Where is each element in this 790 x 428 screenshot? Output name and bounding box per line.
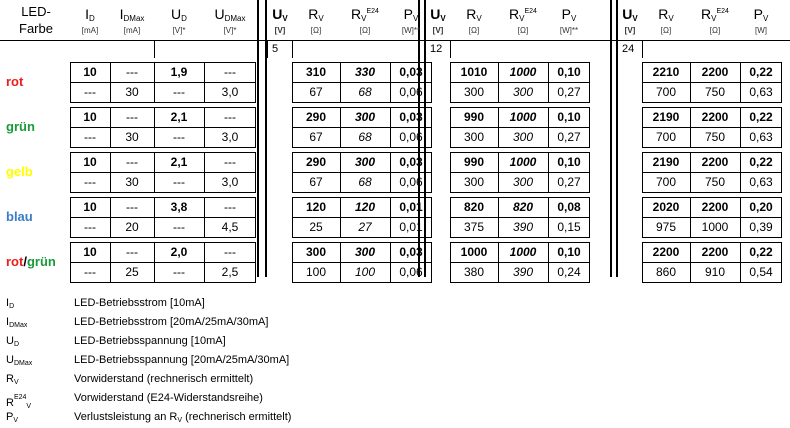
header-rv-2: $R_V$: [658, 6, 674, 23]
cell-value: 0,10: [557, 110, 581, 124]
cell-value: 0,27: [557, 85, 581, 99]
cell-value: 120: [305, 200, 327, 214]
row-divider: [450, 172, 590, 173]
cell-value: 0,63: [749, 175, 773, 189]
cell-value: 0,10: [557, 155, 581, 169]
header-rv-unit-2: [Ω]: [660, 26, 672, 35]
header-rule-v: [154, 40, 155, 58]
row-divider: [642, 82, 782, 83]
row-divider: [642, 217, 782, 218]
cell-value: 0,10: [557, 65, 581, 79]
legend-symbol: RV: [6, 373, 19, 386]
legend-text: LED-Betriebsspannung [20mA/25mA/30mA]: [74, 354, 290, 366]
cell-value: 2,1: [170, 110, 188, 124]
color-label: rot: [6, 74, 24, 89]
cell-value: 27: [358, 220, 372, 234]
row-divider: [642, 262, 782, 263]
header-udmax-unit: [V]*: [223, 26, 237, 35]
cell-value: 1000: [509, 155, 537, 169]
cell-value: ---: [84, 265, 96, 279]
cell-value: 0,22: [749, 110, 773, 124]
cell-value: ---: [84, 220, 96, 234]
cell-value: 0,20: [749, 200, 773, 214]
cell-value: ---: [224, 110, 236, 124]
cell-value: 290: [305, 155, 327, 169]
cell-value: 0,01: [399, 220, 423, 234]
legend-text: LED-Betriebsstrom [20mA/25mA/30mA]: [74, 316, 269, 328]
row-divider: [642, 127, 782, 128]
cell-value: 2210: [652, 65, 680, 79]
cell-value: 0,06: [399, 265, 423, 279]
header-rv-unit-0: [Ω]: [310, 26, 322, 35]
header-rve24-1: $R_V^{E24}$: [509, 6, 537, 23]
cell-value: 2020: [652, 200, 680, 214]
cell-value: 2,1: [170, 155, 188, 169]
cell-value: 0,06: [399, 85, 423, 99]
row-divider: [292, 127, 432, 128]
cell-value: 750: [704, 85, 726, 99]
header-pv-1: $P_V$: [561, 6, 577, 23]
header-rv-1: $R_V$: [466, 6, 482, 23]
legend-text: Verlustsleistung an RV (rechnerisch ermittelt): [74, 411, 292, 424]
cell-value: 10: [83, 65, 97, 79]
cell-value: 1000: [509, 110, 537, 124]
cell-value: 0,22: [749, 65, 773, 79]
cell-value: ---: [173, 85, 185, 99]
cell-value: 390: [512, 265, 534, 279]
cell-value: 30: [125, 130, 139, 144]
cell-value: ---: [126, 155, 138, 169]
cell-value: 1000: [509, 65, 537, 79]
cell-value: ---: [224, 200, 236, 214]
header-uv-unit-2: [V]: [624, 26, 636, 35]
cell-value: 0,63: [749, 130, 773, 144]
header-rve24-0: $R_V^{E24}$: [351, 6, 379, 23]
cell-value: 390: [512, 220, 534, 234]
cell-value: 67: [309, 85, 323, 99]
cell-value: 4,5: [221, 220, 239, 234]
cell-value: 700: [655, 130, 677, 144]
cell-value: 380: [463, 265, 485, 279]
cell-value: ---: [173, 130, 185, 144]
cell-value: 68: [358, 175, 372, 189]
led-farbe-label-2: Farbe: [19, 21, 53, 36]
cell-value: ---: [126, 65, 138, 79]
row-divider: [450, 82, 590, 83]
cell-value: 1010: [460, 65, 488, 79]
color-label: rot/grün: [6, 254, 56, 269]
cell-value: 67: [309, 175, 323, 189]
cell-value: 2200: [701, 155, 729, 169]
color-label: gelb: [6, 164, 33, 179]
row-divider: [292, 82, 432, 83]
cell-value: 0,39: [749, 220, 773, 234]
cell-value: ---: [173, 175, 185, 189]
cell-value: 10: [83, 245, 97, 259]
header-udmax: $U_{DMax}$: [214, 6, 246, 23]
header-uv-1: $U_V$: [430, 6, 446, 23]
cell-value: 330: [354, 65, 376, 79]
cell-value: 820: [512, 200, 534, 214]
supply-voltage-2: 24: [622, 43, 635, 55]
cell-value: 1000: [509, 245, 537, 259]
cell-value: 300: [463, 130, 485, 144]
cell-value: 3,0: [221, 85, 239, 99]
cell-value: 975: [655, 220, 677, 234]
cell-value: 2,0: [170, 245, 188, 259]
cell-value: 67: [309, 130, 323, 144]
row-divider: [450, 217, 590, 218]
cell-value: 290: [305, 110, 327, 124]
cell-value: 0,27: [557, 175, 581, 189]
cell-value: 700: [655, 175, 677, 189]
cell-value: 0,03: [399, 65, 423, 79]
cell-value: ---: [173, 220, 185, 234]
cell-value: ---: [84, 85, 96, 99]
cell-value: ---: [84, 175, 96, 189]
cell-value: 820: [463, 200, 485, 214]
legend-text: Vorwiderstand (rechnerisch ermittelt): [74, 373, 254, 385]
cell-value: 700: [655, 85, 677, 99]
row-divider: [70, 217, 256, 218]
cell-value: 2200: [652, 245, 680, 259]
cell-value: 2200: [701, 245, 729, 259]
row-divider: [292, 217, 432, 218]
header-rve24-2: $R_V^{E24}$: [701, 6, 729, 23]
cell-value: ---: [173, 265, 185, 279]
cell-value: 300: [463, 85, 485, 99]
cell-value: 0,06: [399, 130, 423, 144]
header-id: $I_D$: [85, 6, 95, 23]
cell-value: 0,03: [399, 245, 423, 259]
header-pv-2: $P_V$: [753, 6, 769, 23]
cell-value: 0,15: [557, 220, 581, 234]
header-rule: [0, 40, 790, 41]
cell-value: 0,08: [557, 200, 581, 214]
cell-value: 0,27: [557, 130, 581, 144]
voltage-box-0: [267, 40, 293, 58]
cell-value: 2,5: [221, 265, 239, 279]
supply-voltage-1: 12: [430, 43, 443, 55]
cell-value: 300: [463, 175, 485, 189]
color-label: blau: [6, 209, 33, 224]
cell-value: 2190: [652, 110, 680, 124]
cell-value: 0,10: [557, 245, 581, 259]
cell-value: ---: [126, 200, 138, 214]
cell-value: 3,0: [221, 130, 239, 144]
color-label: grün: [6, 119, 35, 134]
cell-value: 10: [83, 155, 97, 169]
legend-symbol: ID: [6, 297, 15, 310]
cell-value: 3,8: [170, 200, 188, 214]
cell-value: 68: [358, 85, 372, 99]
cell-value: 0,01: [399, 200, 423, 214]
cell-value: 750: [704, 130, 726, 144]
cell-value: 2200: [701, 200, 729, 214]
header-rve24-unit-2: [Ω]: [709, 26, 721, 35]
cell-value: 1,9: [170, 65, 188, 79]
cell-value: 0,24: [557, 265, 581, 279]
cell-value: 0,03: [399, 155, 423, 169]
legend-text: LED-Betriebsspannung [10mA]: [74, 335, 226, 347]
cell-value: 0,22: [749, 155, 773, 169]
header-rv-unit-1: [Ω]: [468, 26, 480, 35]
header-uv-unit-1: [V]: [432, 26, 444, 35]
supply-voltage-0: 5: [272, 43, 279, 55]
legend-symbol: $R^{E24}V$: [6, 394, 32, 410]
cell-value: 10: [83, 200, 97, 214]
section-divider: [610, 0, 612, 277]
cell-value: 300: [354, 110, 376, 124]
legend-symbol: UDMax: [6, 354, 33, 367]
cell-value: 68: [358, 130, 372, 144]
header-ud: $U_D$: [171, 6, 187, 23]
cell-value: 310: [305, 65, 327, 79]
header-uv-2: $U_V$: [622, 6, 638, 23]
cell-value: 2190: [652, 155, 680, 169]
legend-symbol: UD: [6, 335, 20, 348]
header-rve24-unit-0: [Ω]: [359, 26, 371, 35]
legend-text: Vorwiderstand (E24-Widerstandsreihe): [74, 392, 263, 404]
header-ud-unit: [V]*: [172, 26, 186, 35]
row-divider: [450, 262, 590, 263]
section-divider: [257, 0, 259, 277]
cell-value: 910: [704, 265, 726, 279]
cell-value: 2200: [701, 65, 729, 79]
cell-value: ---: [126, 245, 138, 259]
legend-symbol: IDMax: [6, 316, 28, 329]
cell-value: 300: [305, 245, 327, 259]
row-divider: [292, 172, 432, 173]
row-divider: [70, 172, 256, 173]
voltage-box-1: [425, 40, 451, 58]
cell-value: ---: [224, 245, 236, 259]
cell-value: 100: [305, 265, 327, 279]
cell-value: 300: [354, 245, 376, 259]
cell-value: 1000: [701, 220, 729, 234]
cell-value: 990: [463, 110, 485, 124]
cell-value: 990: [463, 155, 485, 169]
cell-value: 25: [125, 265, 139, 279]
cell-value: ---: [224, 65, 236, 79]
cell-value: ---: [84, 130, 96, 144]
cell-value: 100: [354, 265, 376, 279]
cell-value: 3,0: [221, 175, 239, 189]
cell-value: 1000: [460, 245, 488, 259]
cell-value: 300: [512, 175, 534, 189]
header-idmax: $I_{DMax}$: [119, 6, 145, 23]
row-divider: [70, 262, 256, 263]
header-uv-unit-0: [V]: [274, 26, 286, 35]
led-farbe-label: LED-: [21, 4, 51, 19]
cell-value: 0,06: [399, 175, 423, 189]
cell-value: 25: [309, 220, 323, 234]
cell-value: 30: [125, 175, 139, 189]
row-divider: [70, 82, 256, 83]
cell-value: 300: [512, 130, 534, 144]
cell-value: 0,03: [399, 110, 423, 124]
cell-value: 20: [125, 220, 139, 234]
cell-value: 120: [354, 200, 376, 214]
cell-value: 10: [83, 110, 97, 124]
cell-value: 300: [354, 155, 376, 169]
cell-value: 0,63: [749, 85, 773, 99]
cell-value: 860: [655, 265, 677, 279]
legend-text: LED-Betriebsstrom [10mA]: [74, 297, 205, 309]
header-pv-unit-0: [W]**: [401, 26, 421, 35]
cell-value: ---: [224, 155, 236, 169]
cell-value: 750: [704, 175, 726, 189]
header-rv-0: $R_V$: [308, 6, 324, 23]
cell-value: 30: [125, 85, 139, 99]
voltage-box-2: [617, 40, 643, 58]
header-uv-0: $U_V$: [272, 6, 288, 23]
cell-value: 0,54: [749, 265, 773, 279]
cell-value: 375: [463, 220, 485, 234]
cell-value: 0,22: [749, 245, 773, 259]
row-divider: [70, 127, 256, 128]
header-idmax-unit: [mA]: [123, 26, 141, 35]
row-divider: [642, 172, 782, 173]
cell-value: 300: [512, 85, 534, 99]
header-rve24-unit-1: [Ω]: [517, 26, 529, 35]
header-id-unit: [mA]: [81, 26, 99, 35]
header-pv-0: $P_V$: [403, 6, 419, 23]
cell-value: 2200: [701, 110, 729, 124]
header-pv-unit-2: [W]: [755, 26, 767, 35]
row-divider: [292, 262, 432, 263]
cell-value: ---: [126, 110, 138, 124]
legend-symbol: PV: [6, 411, 19, 424]
row-divider: [450, 127, 590, 128]
header-pv-unit-1: [W]**: [559, 26, 579, 35]
